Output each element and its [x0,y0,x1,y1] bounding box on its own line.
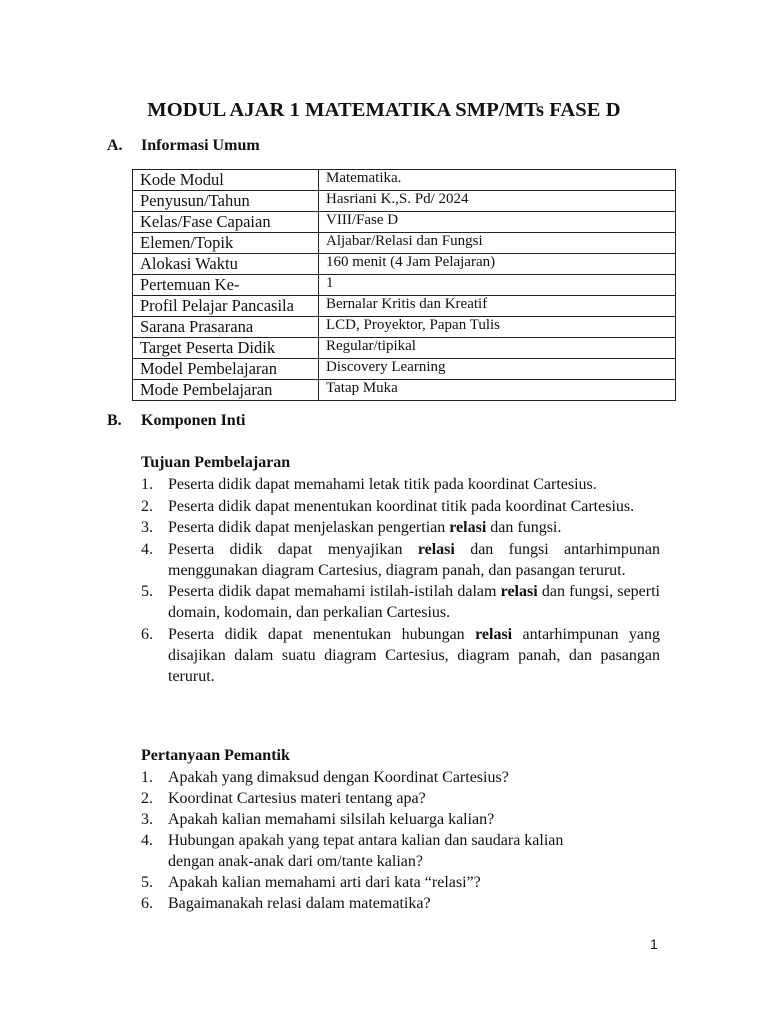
bold-term: relasi [417,540,455,558]
item-number: 1. [141,476,153,493]
item-text: Peserta didik dapat menyajikan [168,540,418,558]
table-key: Kode Modul [133,170,319,191]
item-text: Hubungan apakah yang tepat antara kalian dan saudara kalian dengan anak-anak dari om/tante kalian? [168,832,564,870]
table-row [133,191,676,212]
list-item [141,767,660,788]
list-item [141,809,660,830]
section-b-letter: B. [107,412,122,429]
table-row [133,275,676,296]
table-row [133,233,676,254]
questions-heading: Pertanyaan Pemantik [141,747,290,764]
item-number: 3. [141,811,153,828]
list-item [141,474,660,495]
item-text: antarhimpunan yang disajikan dalam suatu diagram Cartesius, diagram panah, dan pasangan terurut. [168,625,660,685]
item-number: 5. [141,874,153,891]
item-number: 5. [141,583,153,600]
table-row [133,317,676,338]
section-a-label: Informasi Umum [141,137,260,154]
table-value: 1 [319,275,676,296]
bold-term: relasi [500,583,538,600]
item-text: Apakah kalian memahami arti dari kata “relasi”? [168,874,481,891]
table-row [133,212,676,233]
table-value: VIII/Fase D [319,212,676,233]
objectives-heading: Tujuan Pembelajaran [141,454,291,471]
table-value: Discovery Learning [319,359,676,380]
table-value: Bernalar Kritis dan Kreatif [319,296,676,317]
item-text: Bagaimanakah relasi dalam matematika? [168,895,431,912]
table-key: Pertemuan Ke- [133,275,319,296]
table-value: Regular/tipikal [319,338,676,359]
table-value: Aljabar/Relasi dan Fungsi [319,233,676,254]
table-row [133,338,676,359]
table-key: Kelas/Fase Capaian [133,212,319,233]
table-row [133,380,676,401]
list-item [141,893,660,914]
questions-list [141,767,660,914]
item-text: Peserta didik dapat menjelaskan pengertian [168,519,450,536]
table-row [133,170,676,191]
list-item [141,517,660,538]
table-row [133,296,676,317]
item-number: 2. [141,790,153,807]
bold-term: relasi [475,625,513,643]
list-item [141,624,660,687]
item-text: Koordinat Cartesius materi tentang apa? [168,790,426,807]
item-text: Apakah kalian memahami silsilah keluarga kalian? [168,811,495,828]
item-number: 6. [141,625,153,643]
table-key: Profil Pelajar Pancasila [133,296,319,317]
table-value: Tatap Muka [319,380,676,401]
info-table [132,169,676,401]
table-key: Penyusun/Tahun [133,191,319,212]
table-key: Elemen/Topik [133,233,319,254]
table-key: Target Peserta Didik [133,338,319,359]
table-key: Sarana Prasarana [133,317,319,338]
bold-term: relasi [449,519,487,536]
table-value: LCD, Proyektor, Papan Tulis [319,317,676,338]
list-item [141,581,660,623]
objectives-list [141,474,660,687]
section-a-letter: A. [107,137,123,154]
item-number: 2. [141,497,153,515]
table-key: Mode Pembelajaran [133,380,319,401]
item-number: 1. [141,769,153,786]
item-text: Peserta didik dapat memahami letak titik pada koordinat Cartesius. [168,476,597,493]
item-text: Apakah yang dimaksud dengan Koordinat Cartesius? [168,769,509,786]
table-key: Model Pembelajaran [133,359,319,380]
item-text: Peserta didik dapat menentukan koordinat titik pada koordinat Cartesius. [168,497,635,515]
item-text: dan fungsi. [486,519,562,536]
item-text: dan fungsi, seperti domain, kodomain, dan perkalian Cartesius. [168,583,661,621]
table-key: Alokasi Waktu [133,254,319,275]
table-value: Matematika. [319,170,676,191]
page-number: 1 [650,936,658,952]
section-b-label: Komponen Inti [141,412,246,429]
item-text: Peserta didik dapat menentukan hubungan [168,625,476,643]
list-item [141,539,660,581]
table-value: Hasriani K.,S. Pd/ 2024 [319,191,676,212]
item-number: 6. [141,895,153,912]
item-number: 4. [141,540,153,558]
item-text: Peserta didik dapat memahami istilah-istilah dalam [168,583,501,600]
page-title: MODUL AJAR 1 MATEMATIKA SMP/MTs FASE D [147,99,621,121]
item-number: 3. [141,519,153,536]
table-value: 160 menit (4 Jam Pelajaran) [319,254,676,275]
table-row [133,359,676,380]
list-item [141,830,660,872]
item-text: dan fungsi antarhimpunan menggunakan diagram Cartesius, diagram panah, dan pasangan terurut. [168,540,660,579]
list-item [141,872,660,893]
table-row [133,254,676,275]
list-item [141,496,660,517]
list-item [141,788,660,809]
item-number: 4. [141,832,153,849]
